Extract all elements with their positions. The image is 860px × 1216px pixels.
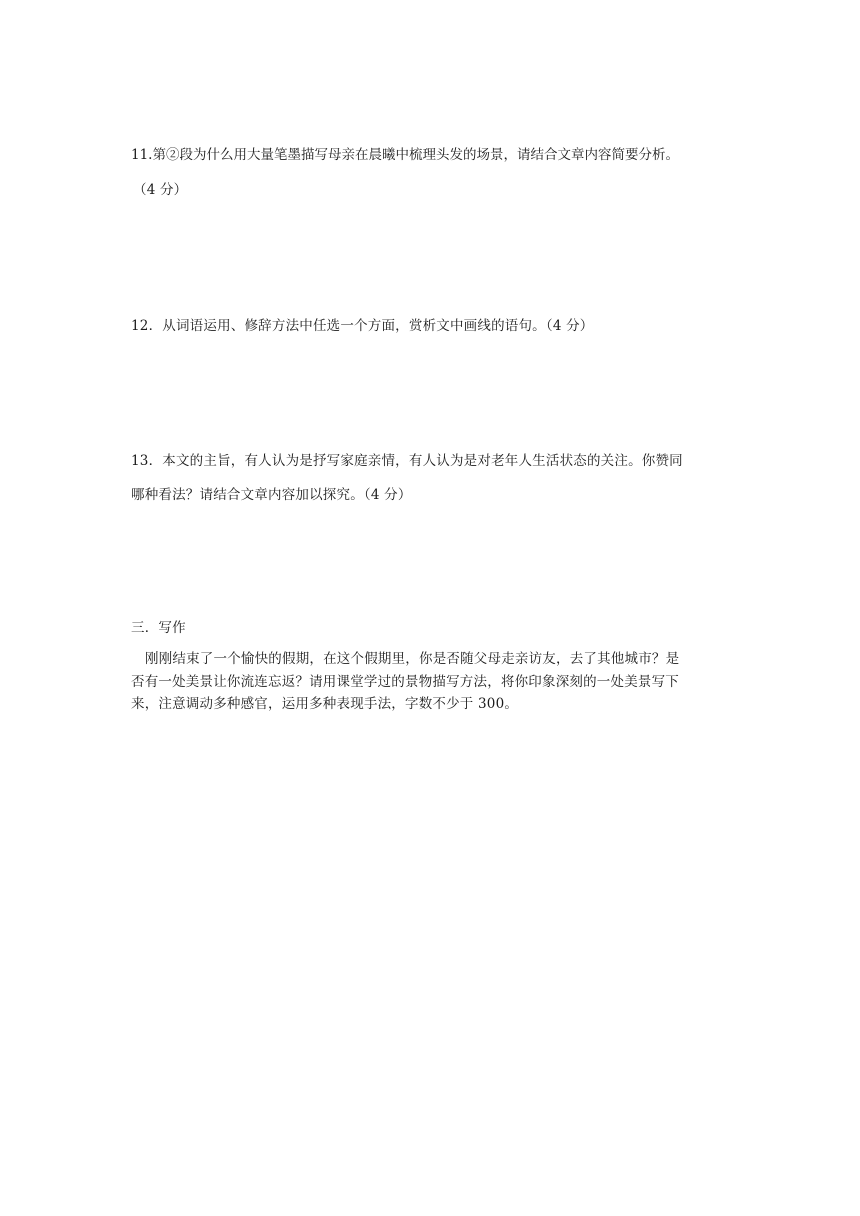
question-13-text-line-1: 13．本文的主旨，有人认为是抒写家庭亲情，有人认为是对老年人生活状态的关注。你赞同	[131, 453, 683, 469]
writing-prompt-line-2: 否有一处美景让你流连忘返？请用课堂学过的景物描写方法，将你印象深刻的一处美景写下	[131, 674, 679, 690]
question-11-text-line-1: 11.第②段为什么用大量笔墨描写母亲在晨曦中梳理头发的场景，请结合文章内容简要分析。	[131, 147, 679, 163]
question-12-text: 12．从词语运用、修辞方法中任选一个方面，赏析文中画线的语句。（4 分）	[131, 318, 594, 334]
writing-section-title: 三．写作	[131, 620, 186, 636]
question-13-text-line-2: 哪种看法？请结合文章内容加以探究。（4 分）	[131, 487, 412, 503]
question-11-points: （4 分）	[133, 182, 188, 198]
writing-prompt-line-1: 刚刚结束了一个愉快的假期，在这个假期里，你是否随父母走亲访友，去了其他城市？是	[145, 651, 680, 667]
writing-prompt-line-3: 来，注意调动多种感官，运用多种表现手法，字数不少于 300。	[131, 696, 519, 712]
